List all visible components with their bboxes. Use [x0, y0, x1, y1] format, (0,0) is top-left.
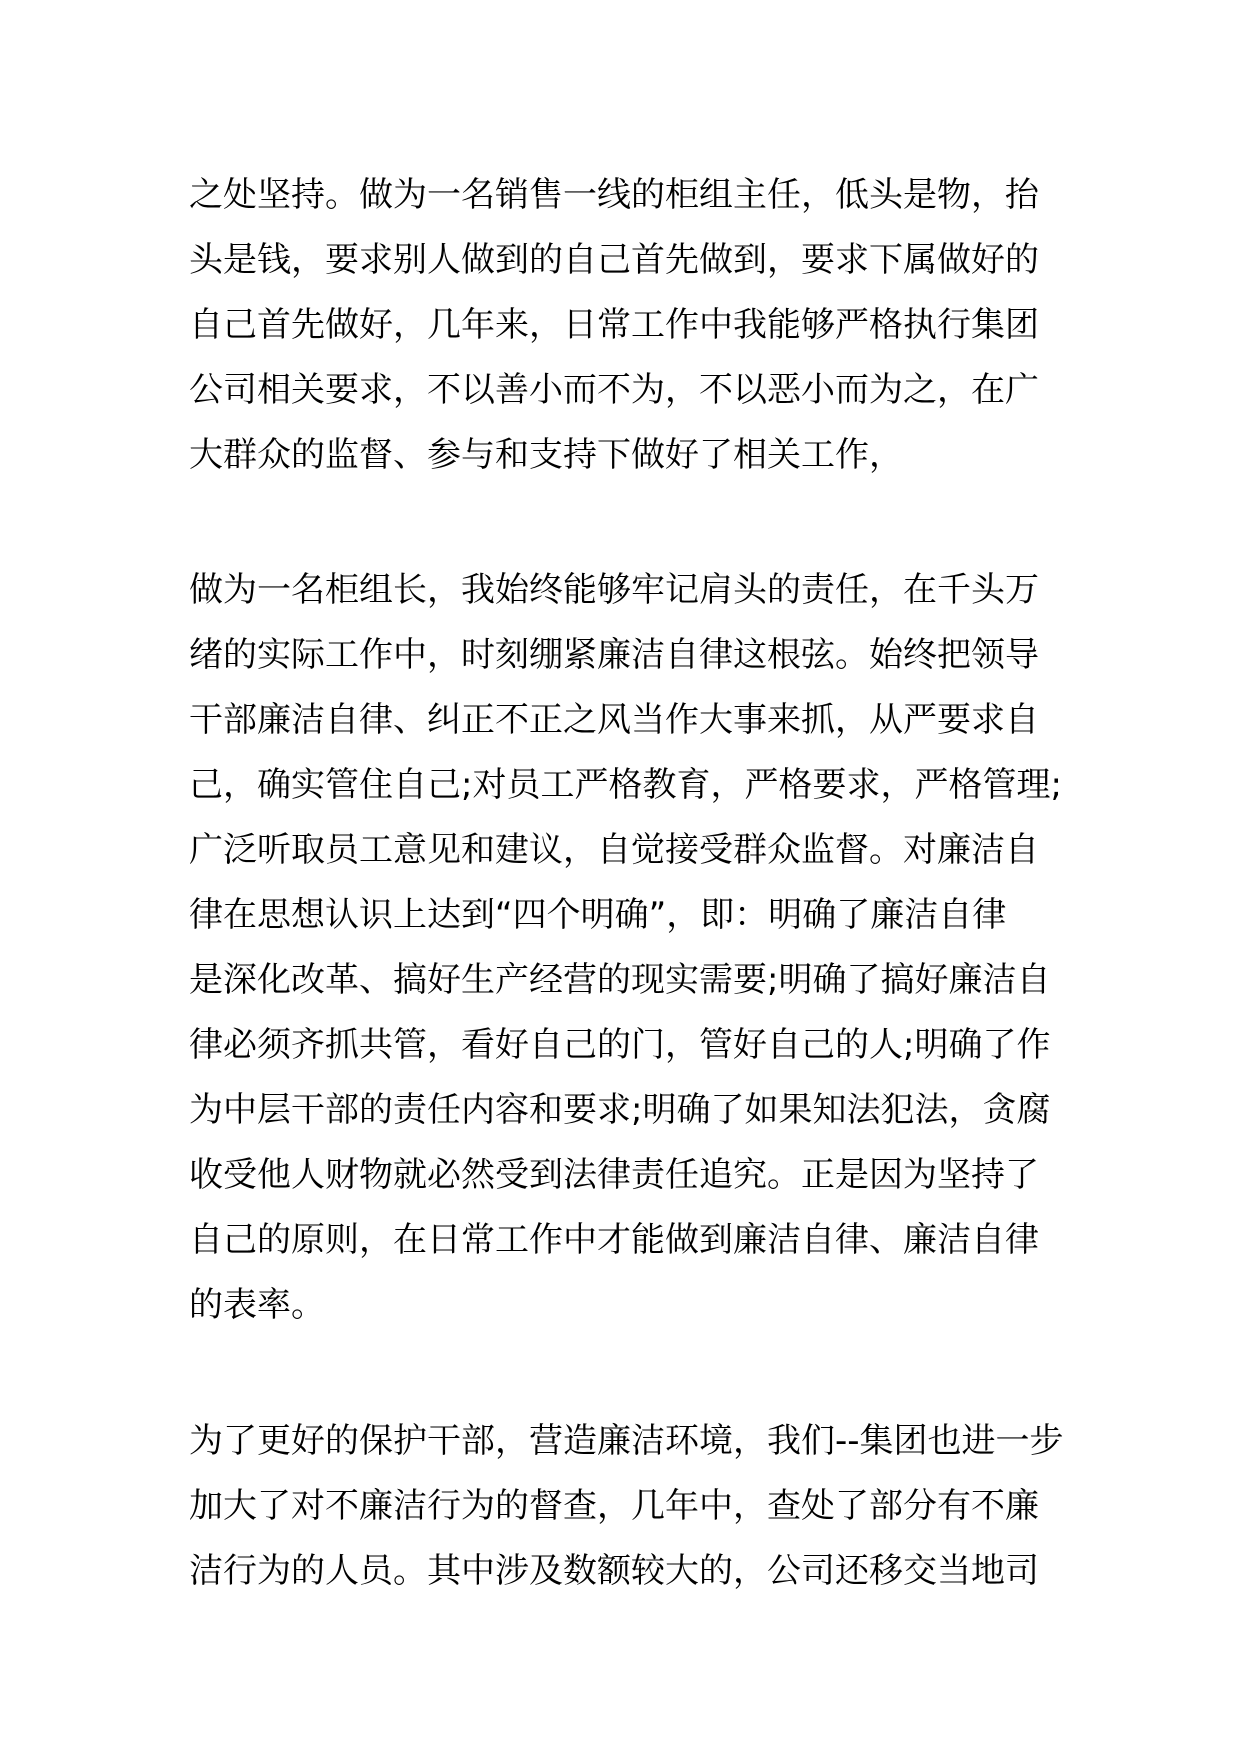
- text-line: 大群众的监督、参与和支持下做好了相关工作，: [189, 435, 903, 475]
- text-line: 收受他人财物就必然受到法律责任追究。正是因为坚持了: [189, 1155, 1039, 1195]
- text-line: 头是钱，要求别人做到的自己首先做到，要求下属做好的: [189, 240, 1039, 280]
- text-line: 公司相关要求，不以善小而不为，不以恶小而为之，在广: [189, 370, 1039, 410]
- text-line: 的表率。: [189, 1285, 325, 1325]
- text-line: 绪的实际工作中，时刻绷紧廉洁自律这根弦。始终把领导: [189, 635, 1039, 675]
- text-line: 律必须齐抓共管，看好自己的门，管好自己的人;明确了作: [189, 1025, 1051, 1065]
- paragraph-3: [189, 1409, 1064, 1604]
- paragraph-2: [189, 558, 1062, 1338]
- text-line: 是深化改革、搞好生产经营的现实需要;明确了搞好廉洁自: [189, 960, 1051, 1000]
- text-line: 为了更好的保护干部，营造廉洁环境，我们--集团也进一步: [189, 1421, 1064, 1461]
- text-line: 自己的原则，在日常工作中才能做到廉洁自律、廉洁自律: [189, 1220, 1039, 1260]
- text-line: 加大了对不廉洁行为的督查，几年中，查处了部分有不廉: [189, 1486, 1039, 1526]
- text-line: 做为一名柜组长，我始终能够牢记肩头的责任，在千头万: [189, 570, 1039, 610]
- text-line: 为中层干部的责任内容和要求;明确了如果知法犯法，贪腐: [189, 1090, 1051, 1130]
- text-line: 自己首先做好，几年来，日常工作中我能够严格执行集团: [189, 305, 1039, 345]
- paragraph-1: [189, 163, 1059, 488]
- text-line: 己，确实管住自己;对员工严格教育，严格要求，严格管理;: [189, 765, 1062, 805]
- text-line: 广泛听取员工意见和建议，自觉接受群众监督。对廉洁自: [189, 830, 1039, 870]
- text-line: 之处坚持。做为一名销售一线的柜组主任，低头是物，抬: [189, 175, 1039, 215]
- text-line: 律在思想认识上达到“四个明确”，即：明确了廉洁自律: [189, 895, 1007, 935]
- text-line: 洁行为的人员。其中涉及数额较大的，公司还移交当地司: [189, 1551, 1039, 1591]
- text-line: 干部廉洁自律、纠正不正之风当作大事来抓，从严要求自: [189, 700, 1039, 740]
